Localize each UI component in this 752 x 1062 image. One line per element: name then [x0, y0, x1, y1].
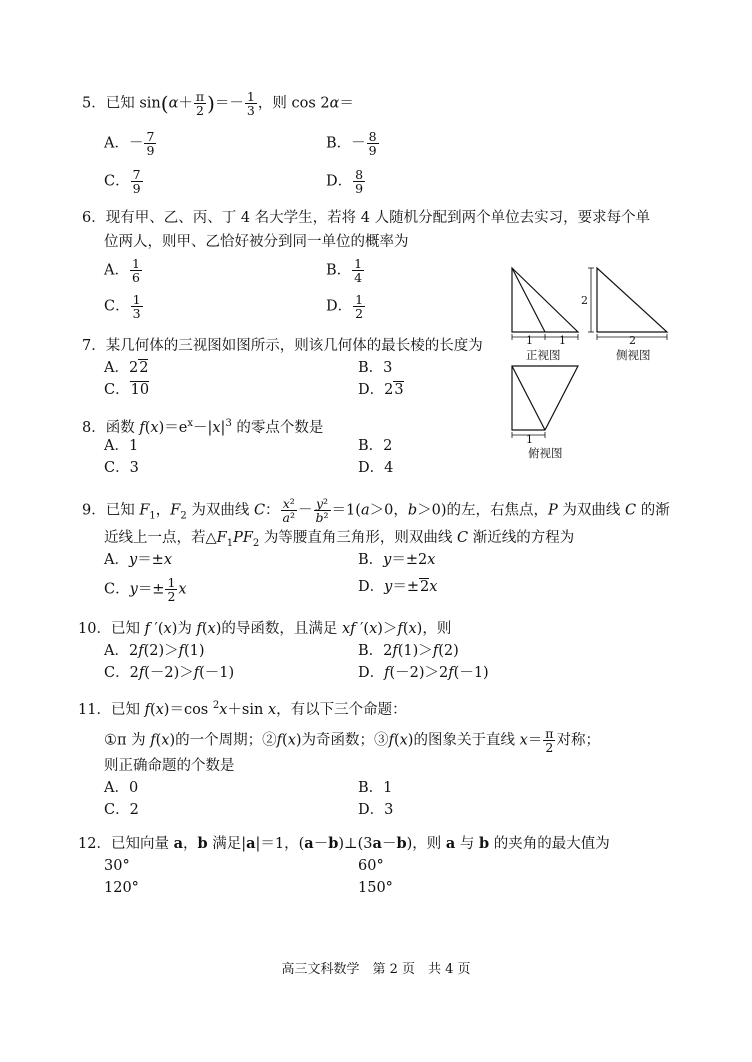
q10-option-c: C．2f(－2)＞f(－1) [104, 665, 235, 681]
q10-stem: 10．已知 f ′(x)为 f(x)的导函数，且满足 xf ′(x)＞f(x)，则 [78, 621, 452, 637]
q11-option-c: C．2 [104, 802, 139, 818]
three-view-figure [500, 262, 680, 462]
top-view-label: 俯视图 [528, 446, 563, 460]
q12-stem: 12．已知向量 a，b 满足|a|＝1，(a－b)⊥(3a－b)，则 a 与 b 的夹角的最大值为 [78, 835, 610, 852]
side-height-dim: 2 [581, 294, 588, 307]
q7-option-c: C．10 [104, 382, 150, 398]
q7-option-a: A．22 [104, 360, 149, 376]
q6-option-a: A． $\frac{1}{6}$ [104, 256, 140, 285]
q5-option-b: B．－ $\frac{8}{9}$ [326, 129, 377, 158]
page-footer: 高三文科数学 第 2 页 共 4 页 [281, 962, 471, 977]
q12-option-c: 120° [104, 880, 139, 896]
front-view [512, 268, 578, 340]
q10-option-a: A．2f(2)＞f(1) [104, 643, 205, 659]
top-dim: 1 [526, 433, 533, 446]
q6-option-c: C． $\frac{1}{3}$ [104, 292, 141, 321]
q6-stem-line2: 位两人，则甲、乙恰好被分到同一单位的概率为 [104, 234, 409, 250]
q5-number: 5． [82, 95, 106, 112]
q6-stem-line1: 6．现有甲、乙、丙、丁 4 名大学生，若将 4 人随机分配到两个单位去实习，要求每个单 [82, 210, 651, 226]
q7-stem: 7．某几何体的三视图如图所示，则该几何体的最长棱的长度为 [82, 338, 483, 354]
q6-option-b: B． $\frac{1}{4}$ [326, 256, 363, 285]
q10-option-d: D．f(－2)＞2f(－1) [358, 665, 489, 681]
q9-option-d: D．y＝±2x [358, 579, 438, 595]
top-view [512, 366, 578, 438]
q9-stem-line1: 9．已知 $F_1$，$F_2$ 为双曲线 C： $\frac{\text{x²}}{\text{a²}}$ － $\frac{\text{y²}}{\text{b²}}$ ＝1(a＞0，b＞0)的左，右焦点，P 为双曲线 C 的渐 [82, 496, 670, 525]
q9-option-a: A．y＝±x [104, 552, 173, 568]
q7-option-d: D．23 [358, 382, 404, 398]
q11-stem-line2: ①π 为 f(x)的一个周期；②f(x)为奇函数；③f(x)的图象关于直线 x＝ $\frac{\pi}{2}$ 对称； [104, 726, 600, 755]
q12-option-a: 30° [104, 858, 130, 874]
front-view-label: 正视图 [526, 348, 561, 362]
q10-option-b: B．2f(1)＞f(2) [358, 643, 459, 659]
q12-option-b: 60° [358, 858, 384, 874]
q9-option-b: B．y＝±2x [358, 552, 436, 568]
q5-option-a: A．－ $\frac{7}{9}$ [104, 129, 155, 158]
q8-stem: 8．函数 $f(x)=e^x-|x|^3$ 的零点个数是 [82, 418, 324, 436]
q11-stem-line1: 11．已知 f(x)＝cos $^2$x＋sin x，有以下三个命题： [78, 700, 407, 718]
q11-stem-line3: 则正确命题的个数是 [104, 758, 235, 774]
q7-option-b: B．3 [358, 360, 393, 376]
q8-option-b: B．2 [358, 438, 393, 454]
side-view [588, 268, 667, 340]
q8-option-c: C．3 [104, 460, 139, 476]
side-view-label: 侧视图 [616, 348, 651, 362]
q9-option-c: C．y＝± $\frac{1}{2}$ x [104, 575, 187, 604]
q8-option-a: A．1 [104, 438, 139, 454]
q5-option-c: C． $\frac{7}{9}$ [104, 167, 141, 196]
q11-option-d: D．3 [358, 802, 394, 818]
q5-stem: 5．已知 sin(α＋ $\frac{\pi}{2}$ )＝－ $\frac{1}{3}$ ，则 cos 2α＝ [82, 89, 354, 118]
q8-option-d: D．4 [358, 460, 394, 476]
q11-option-b: B．1 [358, 780, 393, 796]
q11-option-a: A．0 [104, 780, 139, 796]
q12-option-d: 150° [358, 880, 393, 896]
front-dim-2: 1 [559, 334, 566, 347]
q6-option-d: D． $\frac{1}{2}$ [326, 292, 364, 321]
q5-option-d: D． $\frac{8}{9}$ [326, 167, 364, 196]
q9-stem-line2: 近线上一点，若$\triangle F_1PF_2$ 为等腰直角三角形，则双曲线 C 渐近线的方程为 [104, 530, 575, 549]
side-width-dim: 2 [629, 334, 636, 347]
front-dim-1: 1 [526, 334, 533, 347]
